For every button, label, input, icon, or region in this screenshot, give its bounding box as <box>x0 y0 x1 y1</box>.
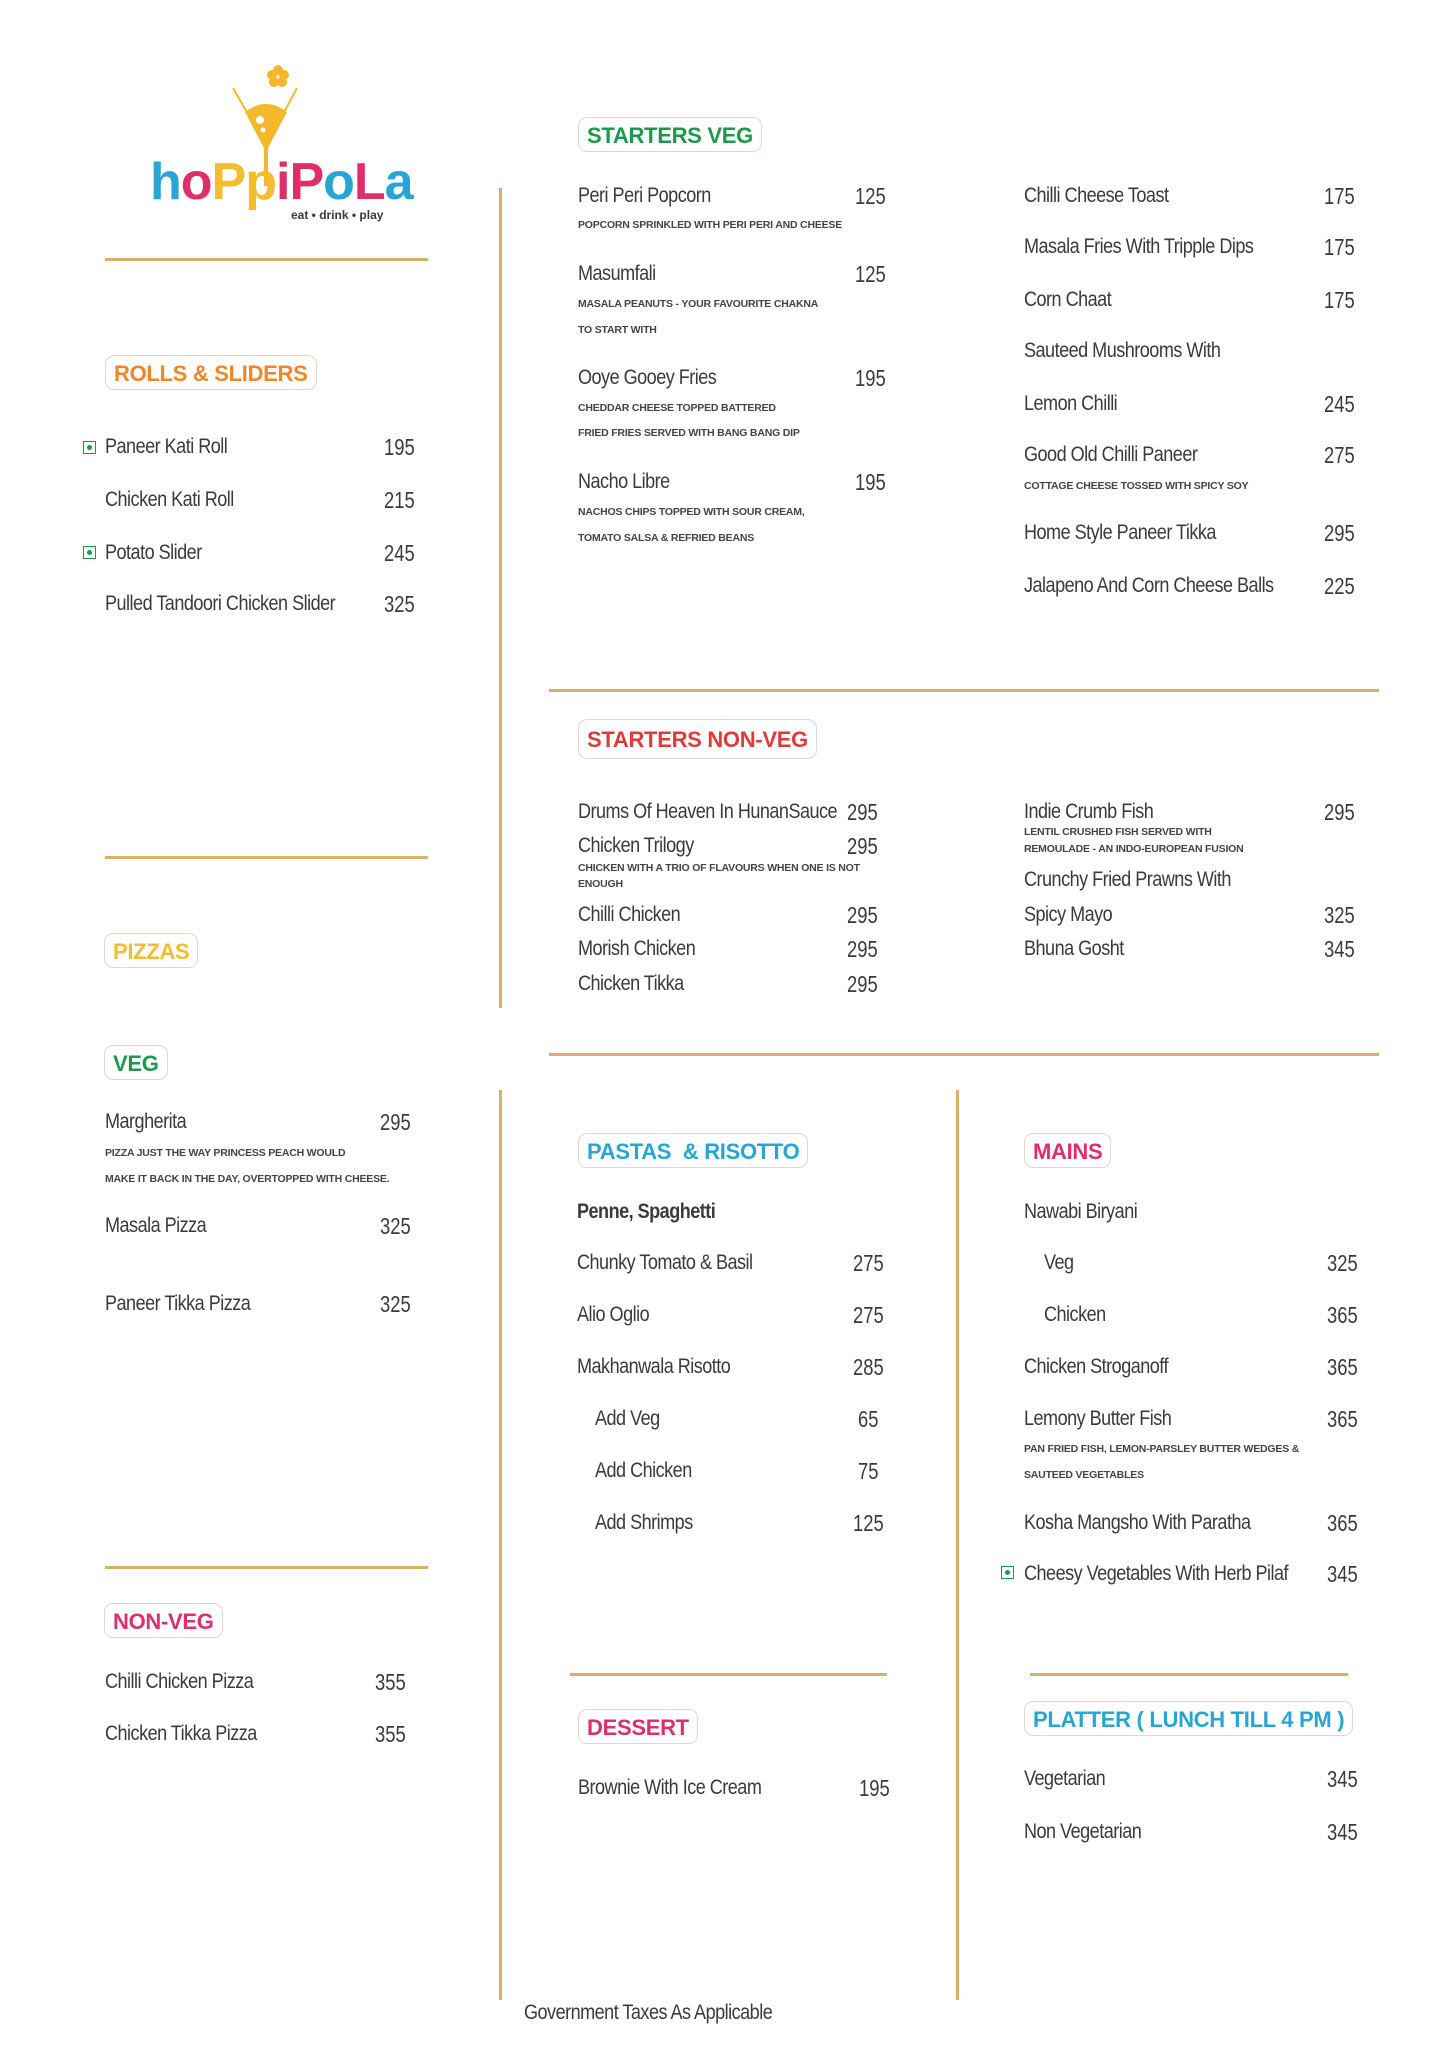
item-name: Margherita <box>105 1110 187 1133</box>
logo <box>140 60 413 230</box>
item-price: 345 <box>1327 1561 1358 1587</box>
item-name: Add Chicken <box>595 1459 692 1482</box>
subsection-title-veg: VEG <box>104 1045 168 1080</box>
item-name: Cheesy Vegetables With Herb Pilaf <box>1024 1562 1289 1585</box>
divider <box>956 1090 959 2000</box>
item-name: Chilli Chicken <box>578 903 681 926</box>
item-name: Crunchy Fried Prawns With <box>1024 868 1231 891</box>
item-name: Nawabi Biryani <box>1024 1200 1138 1223</box>
item-price: 295 <box>1324 799 1355 825</box>
item-price: 365 <box>1327 1354 1358 1380</box>
item-description: LENTIL CRUSHED FISH SERVED WITH <box>1024 826 1212 838</box>
item-name: Spicy Mayo <box>1024 903 1113 926</box>
item-name: Chicken Trilogy <box>578 834 694 857</box>
item-name: Morish Chicken <box>578 937 696 960</box>
item-price: 75 <box>858 1458 879 1484</box>
item-name: Vegetarian <box>1024 1767 1106 1790</box>
item-price: 325 <box>1324 902 1355 928</box>
item-price: 125 <box>855 183 886 209</box>
item-price: 245 <box>1324 391 1355 417</box>
item-name: Non Vegetarian <box>1024 1820 1142 1843</box>
item-price: 295 <box>847 971 878 997</box>
item-price: 225 <box>1324 573 1355 599</box>
item-price: 65 <box>858 1406 879 1432</box>
item-price: 365 <box>1327 1510 1358 1536</box>
item-description: TO START WITH <box>578 324 657 336</box>
item-price: 295 <box>847 833 878 859</box>
item-description: PAN FRIED FISH, LEMON-PARSLEY BUTTER WEDGES & <box>1024 1443 1300 1455</box>
item-price: 215 <box>384 487 415 513</box>
divider <box>549 1053 1379 1056</box>
item-description: SAUTEED VEGETABLES <box>1024 1469 1144 1481</box>
item-price: 125 <box>855 261 886 287</box>
item-description: FRIED FRIES SERVED WITH BANG BANG DIP <box>578 427 800 439</box>
item-price: 275 <box>853 1250 884 1276</box>
section-title-pastas: PASTAS & RISOTTO <box>578 1133 808 1168</box>
item-price: 295 <box>847 936 878 962</box>
item-description: REMOULADE - AN INDO-EUROPEAN FUSION <box>1024 843 1244 855</box>
item-price: 195 <box>859 1775 890 1801</box>
footer-note: Government Taxes As Applicable <box>524 2001 773 2024</box>
item-name: Nacho Libre <box>578 470 670 493</box>
item-description: ENOUGH <box>578 878 623 890</box>
item-name: Brownie With Ice Cream <box>578 1776 762 1799</box>
section-title-mains: MAINS <box>1024 1133 1111 1168</box>
item-price: 295 <box>380 1109 411 1135</box>
item-name: Bhuna Gosht <box>1024 937 1124 960</box>
item-name: Chicken <box>1044 1303 1106 1326</box>
item-name: Chicken Kati Roll <box>105 488 234 511</box>
veg-icon <box>1001 1566 1014 1579</box>
item-price: 345 <box>1327 1766 1358 1792</box>
item-name: Chilli Chicken Pizza <box>105 1670 254 1693</box>
item-name: Add Shrimps <box>595 1511 693 1534</box>
item-name: Paneer Tikka Pizza <box>105 1292 251 1315</box>
item-name: Chilli Cheese Toast <box>1024 184 1169 207</box>
section-title-platter: PLATTER ( LUNCH TILL 4 PM ) <box>1024 1701 1353 1736</box>
item-description: CHEDDAR CHEESE TOPPED BATTERED <box>578 402 776 414</box>
item-name: Chunky Tomato & Basil <box>577 1251 753 1274</box>
item-name: Corn Chaat <box>1024 288 1112 311</box>
divider <box>105 856 428 859</box>
item-name: Paneer Kati Roll <box>105 435 228 458</box>
item-name: Drums Of Heaven In HunanSauce <box>578 800 838 823</box>
divider <box>105 258 428 261</box>
item-price: 295 <box>847 799 878 825</box>
item-name: Add Veg <box>595 1407 660 1430</box>
item-description: MASALA PEANUTS - YOUR FAVOURITE CHAKNA <box>578 298 819 310</box>
item-price: 195 <box>855 365 886 391</box>
item-price: 175 <box>1324 287 1355 313</box>
item-name: Chicken Tikka Pizza <box>105 1722 257 1745</box>
section-title-dessert: DESSERT <box>578 1709 698 1744</box>
item-name: Masala Fries With Tripple Dips <box>1024 235 1254 258</box>
section-title-rolls: ROLLS & SLIDERS <box>105 355 317 390</box>
veg-icon <box>83 546 96 559</box>
divider <box>549 689 1379 692</box>
item-name: Veg <box>1044 1251 1074 1274</box>
pasta-subtitle: Penne, Spaghetti <box>577 1200 716 1223</box>
item-name: Potato Slider <box>105 541 202 564</box>
item-description: POPCORN SPRINKLED WITH PERI PERI AND CHEESE <box>578 219 843 231</box>
divider <box>1030 1673 1348 1676</box>
item-price: 345 <box>1327 1819 1358 1845</box>
item-name: Peri Peri Popcorn <box>578 184 711 207</box>
item-name: Alio Oglio <box>577 1303 650 1326</box>
item-price: 295 <box>847 902 878 928</box>
item-price: 295 <box>1324 520 1355 546</box>
item-name: Kosha Mangsho With Paratha <box>1024 1511 1251 1534</box>
item-name: Indie Crumb Fish <box>1024 800 1154 823</box>
item-price: 285 <box>853 1354 884 1380</box>
logo-wordmark: hoPpiPoLa <box>150 153 413 211</box>
item-price: 325 <box>380 1291 411 1317</box>
section-title-starters-nonveg: STARTERS NON-VEG <box>578 719 817 759</box>
section-title-pizzas: PIZZAS <box>104 933 198 968</box>
item-name: Ooye Gooey Fries <box>578 366 717 389</box>
item-price: 245 <box>384 540 415 566</box>
item-name: Good Old Chilli Paneer <box>1024 443 1198 466</box>
item-price: 195 <box>384 434 415 460</box>
item-name: Pulled Tandoori Chicken Slider <box>105 592 336 615</box>
item-name: Home Style Paneer Tikka <box>1024 521 1216 544</box>
divider <box>499 1090 502 2000</box>
item-price: 125 <box>853 1510 884 1536</box>
item-name: Lemony Butter Fish <box>1024 1407 1172 1430</box>
divider <box>499 188 502 1008</box>
item-description: TOMATO SALSA & REFRIED BEANS <box>578 532 755 544</box>
item-price: 325 <box>380 1213 411 1239</box>
item-price: 355 <box>375 1669 406 1695</box>
logo-tagline: eat • drink • play <box>291 208 384 222</box>
item-description: COTTAGE CHEESE TOSSED WITH SPICY SOY <box>1024 480 1249 492</box>
item-price: 365 <box>1327 1406 1358 1432</box>
item-price: 195 <box>855 469 886 495</box>
item-description: NACHOS CHIPS TOPPED WITH SOUR CREAM, <box>578 506 805 518</box>
item-name: Chicken Tikka <box>578 972 684 995</box>
item-price: 365 <box>1327 1302 1358 1328</box>
item-price: 325 <box>384 591 415 617</box>
item-description: MAKE IT BACK IN THE DAY, OVERTOPPED WITH CHEESE. <box>105 1173 390 1185</box>
item-price: 355 <box>375 1721 406 1747</box>
item-description: PIZZA JUST THE WAY PRINCESS PEACH WOULD <box>105 1147 346 1159</box>
item-price: 275 <box>853 1302 884 1328</box>
divider <box>570 1673 887 1676</box>
subsection-title-nonveg: NON-VEG <box>104 1603 223 1638</box>
item-name: Chicken Stroganoff <box>1024 1355 1168 1378</box>
item-name: Lemon Chilli <box>1024 392 1118 415</box>
item-price: 275 <box>1324 442 1355 468</box>
item-price: 325 <box>1327 1250 1358 1276</box>
item-name: Makhanwala Risotto <box>577 1355 731 1378</box>
item-name: Masala Pizza <box>105 1214 207 1237</box>
item-price: 345 <box>1324 936 1355 962</box>
item-description: CHICKEN WITH A TRIO OF FLAVOURS WHEN ONE IS NOT <box>578 862 860 874</box>
divider <box>105 1566 428 1569</box>
item-price: 175 <box>1324 183 1355 209</box>
item-price: 175 <box>1324 234 1355 260</box>
veg-icon <box>83 441 96 454</box>
item-name: Masumfali <box>578 262 656 285</box>
item-name: Jalapeno And Corn Cheese Balls <box>1024 574 1274 597</box>
item-name: Sauteed Mushrooms With <box>1024 339 1221 362</box>
section-title-starters-veg: STARTERS VEG <box>578 117 762 152</box>
